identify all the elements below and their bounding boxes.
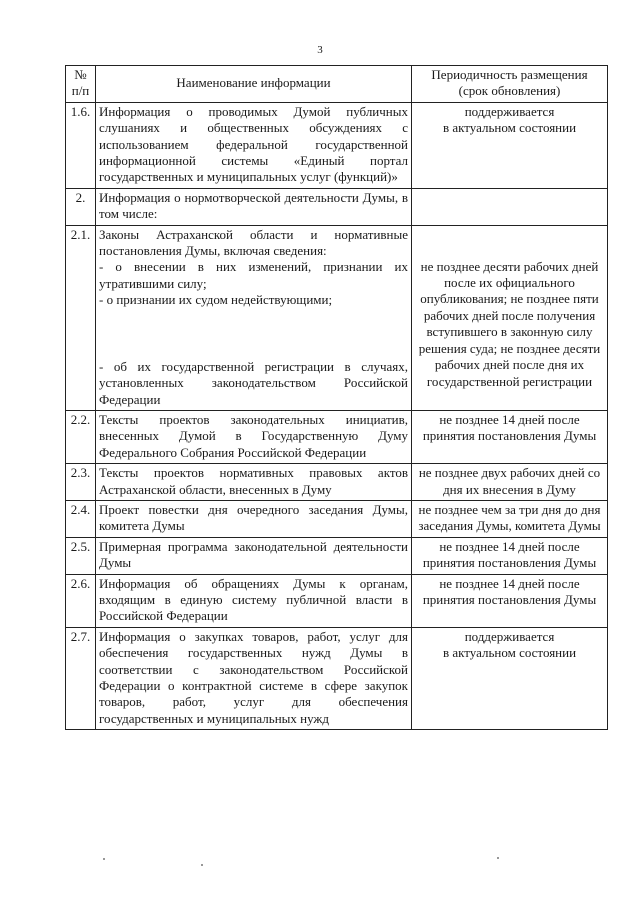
row-num: 2.1. — [66, 225, 96, 410]
row-period: не позднее чем за три дня до дня заседания Думы, комитета Думы — [412, 500, 608, 537]
scan-speck — [103, 858, 105, 860]
row-name: Примерная программа законодательной деятельности Думы — [96, 537, 412, 574]
row-period — [412, 188, 608, 225]
table-row — [66, 102, 608, 188]
row-name: Проект повестки дня очередного заседания Думы, комитета Думы — [96, 500, 412, 537]
table-row — [66, 225, 608, 410]
row-period: не позднее 14 дней после принятия постановления Думы — [412, 410, 608, 463]
table-row — [66, 574, 608, 627]
header-period: Периодичность размещения (срок обновления) — [412, 66, 608, 103]
row-num: 2. — [66, 188, 96, 225]
scan-speck — [201, 864, 203, 866]
row-period: не позднее 14 дней после принятия постановления Думы — [412, 537, 608, 574]
table-row — [66, 627, 608, 729]
row-num: 2.2. — [66, 410, 96, 463]
row-period — [412, 225, 608, 410]
row-num: 2.7. — [66, 627, 96, 729]
table-row — [66, 188, 608, 225]
header-name: Наименование информации — [96, 66, 412, 103]
row-period: поддерживается в актуальном состоянии — [412, 102, 608, 188]
scan-speck — [497, 857, 499, 859]
info-table — [65, 65, 608, 730]
table-row — [66, 500, 608, 537]
row-name: Информация об обращениях Думы к органам, входящим в единую систему публичной власти в Российской Федерации — [96, 574, 412, 627]
table-row — [66, 410, 608, 463]
row-period-item: не позднее пяти рабочих дней после получения вступившего в законную силу решения суда; — [418, 291, 599, 356]
row-name: Информация о закупках товаров, работ, услуг для обеспечения государственных нужд Думы в соответствии с законодательством Российской Федерации о контрактной системе в сфере закупок товаров, работ, услуг для обеспечения государственных и муниципальных нужд — [96, 627, 412, 729]
page-number: 3 — [317, 44, 323, 56]
row-name: Информация о нормотворческой деятельности Думы, в том числе: — [96, 188, 412, 225]
table-header-row — [66, 66, 608, 103]
row-sub-item: - об их государственной регистрации в случаях, установленных законодательством Российской Федерации — [99, 358, 408, 407]
row-period-item: не позднее десяти рабочих дней после дня их государственной регистрации — [426, 340, 601, 389]
row-num: 2.6. — [66, 574, 96, 627]
row-num: 1.6. — [66, 102, 96, 188]
row-num: 2.5. — [66, 537, 96, 574]
row-period: не позднее 14 дней после принятия постановления Думы — [412, 574, 608, 627]
row-num: 2.4. — [66, 500, 96, 537]
row-name — [96, 225, 412, 410]
row-sub-item: - о внесении в них изменений, признании их утратившими силу; — [99, 259, 408, 291]
row-name: Информация о проводимых Думой публичных слушаниях и общественных обсуждениях с использованием федеральной государственной информационной системы «Единый портал государственных и муниципальных услуг (функций)» — [96, 102, 412, 188]
row-period: не позднее двух рабочих дней со дня их внесения в Думу — [412, 464, 608, 501]
table-row — [66, 464, 608, 501]
row-name-intro: Законы Астраханской области и нормативные постановления Думы, включая сведения: — [99, 226, 408, 259]
table-row — [66, 537, 608, 574]
row-name: Тексты проектов законодательных инициатив, внесенных Думой в Государственную Думу Федерального Собрания Российской Федерации — [96, 410, 412, 463]
row-period: поддерживается в актуальном состоянии — [412, 627, 608, 729]
row-num: 2.3. — [66, 464, 96, 501]
row-sub-item: - о признании их судом недействующими; — [99, 292, 333, 308]
row-name: Тексты проектов нормативных правовых актов Астраханской области, внесенных в Думу — [96, 464, 412, 501]
row-period-item: не позднее десяти рабочих дней после их официального опубликования; — [420, 258, 599, 307]
header-num: № п/п — [66, 66, 96, 103]
